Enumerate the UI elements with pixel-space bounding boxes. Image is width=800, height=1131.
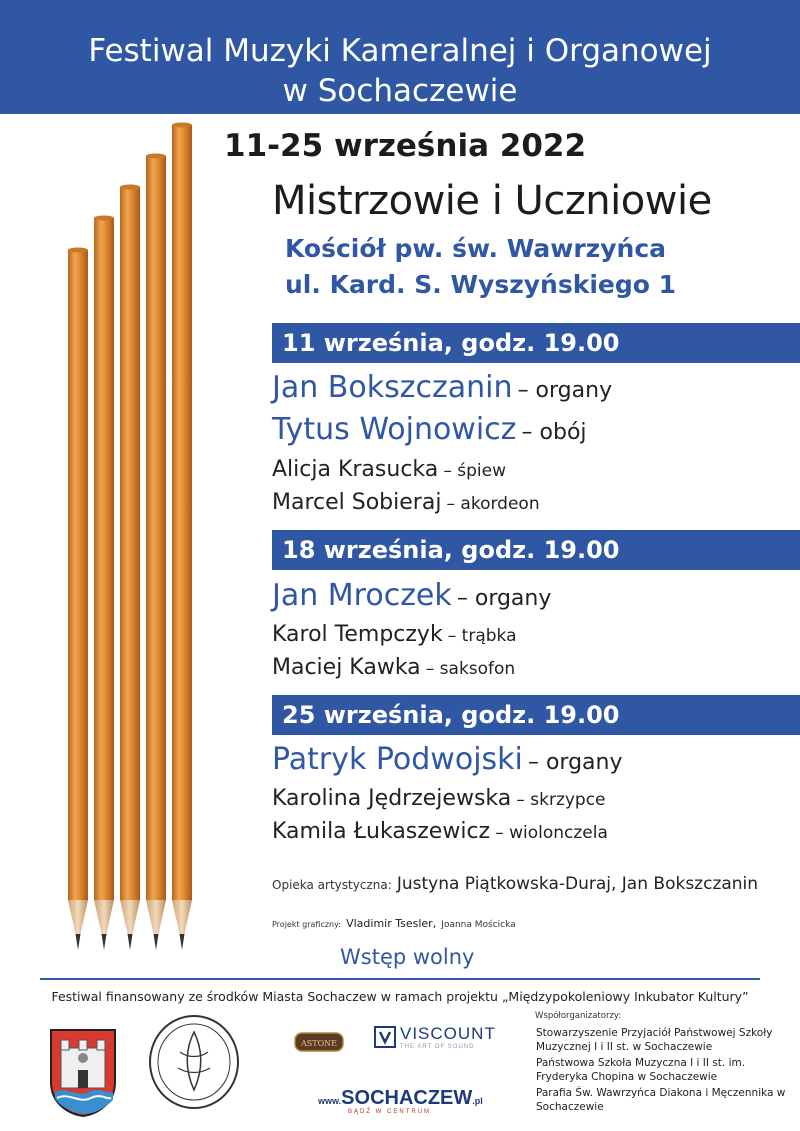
astone-logo-text: ASTONE <box>301 1039 337 1048</box>
performer-role: – obój <box>521 420 587 445</box>
performer-row <box>272 412 587 447</box>
concert-date-bar-2 <box>272 530 800 570</box>
header-band <box>0 0 800 114</box>
performer-role: – organy <box>527 750 623 775</box>
viscount-name: VISCOUNT <box>400 1024 496 1043</box>
coorganizer-item: Państwowa Szkoła Muzyczna I i II st. im. Fryderyka Chopina w Sochaczewie <box>536 1057 746 1083</box>
pencil-5 <box>172 123 192 951</box>
performer-role: – trąbka <box>447 626 517 646</box>
graphic-design-value: Vladimir Tsesler, <box>346 917 437 930</box>
festival-title-line1: Festiwal Muzyki Kameralnej i Organowej <box>88 33 712 69</box>
graphic-design-line <box>272 912 516 931</box>
music-school-seal-logo <box>146 1012 242 1112</box>
concert-date-bar-3 <box>272 695 800 735</box>
performer-row <box>272 457 506 482</box>
performer-row <box>272 655 515 680</box>
performer-name: Maciej Kawka <box>272 655 421 680</box>
performer-name: Jan Bokszczanin <box>272 370 513 405</box>
performer-role: – organy <box>456 586 552 611</box>
performer-role: – śpiew <box>443 461 506 481</box>
viscount-emblem-icon <box>374 1024 396 1050</box>
sochaczew-tagline: BĄDŹ W CENTRUM <box>348 1109 431 1115</box>
concert-date-bar-1 <box>272 323 800 363</box>
performer-row <box>272 819 608 844</box>
coorganizer-item: Parafia Św. Wawrzyńca Diakona i Męczennika w Sochaczewie <box>536 1087 786 1113</box>
performer-role: – akordeon <box>446 494 540 514</box>
performer-name: Kamila Łukaszewicz <box>272 819 491 844</box>
performer-name: Karolina Jędrzejewska <box>272 786 512 811</box>
performer-row <box>272 490 540 515</box>
performer-role: – organy <box>517 378 613 403</box>
artistic-care-value: Justyna Piątkowska-Duraj, Jan Bokszczanin <box>396 874 759 894</box>
concert-date-2: 18 września, godz. 19.00 <box>282 536 620 564</box>
artistic-care-line <box>272 874 758 894</box>
sochaczew-coat-of-arms <box>47 1026 119 1118</box>
performer-name: Patryk Podwojski <box>272 742 523 777</box>
performer-role: – wiolonczela <box>495 823 608 843</box>
artistic-care-label: Opieka artystyczna: <box>272 878 392 892</box>
sochaczew-www: www. <box>318 1096 342 1106</box>
pencil-3 <box>120 185 140 951</box>
festival-motto: Mistrzowie i Uczniowie <box>272 178 712 224</box>
venue-name: Kościół pw. św. Wawrzyńca <box>285 234 667 263</box>
coorganizers-heading: Współorganizatorzy: <box>535 1011 622 1021</box>
performer-name: Marcel Sobieraj <box>272 490 442 515</box>
performer-role: – skrzypce <box>516 790 606 810</box>
graphic-design-label: Projekt graficzny: <box>272 920 341 929</box>
venue-address: ul. Kard. S. Wyszyńskiego 1 <box>285 270 677 299</box>
coorganizer-item: Stowarzyszenie Przyjaciół Państwowej Szkoły Muzycznej I i II st. w Sochaczewie <box>536 1027 773 1053</box>
funding-note: Festiwal finansowany ze środków Miasta Sochaczew w ramach projektu „Międzypokoleniowy Inkubator Kultury” <box>51 989 749 1004</box>
performer-row <box>272 742 623 777</box>
pencil-1 <box>68 248 88 951</box>
viscount-tagline: THE ART OF SOUND <box>400 1044 475 1050</box>
viscount-logo <box>374 1024 496 1055</box>
sochaczew-pl: .pl <box>472 1096 483 1106</box>
astone-logo <box>294 1032 344 1052</box>
performer-row <box>272 622 517 647</box>
performer-name: Alicja Krasucka <box>272 457 439 482</box>
performer-name: Tytus Wojnowicz <box>272 412 517 447</box>
graphic-design-value-2: Joanna Mościcka <box>441 920 516 930</box>
performer-name: Karol Tempczyk <box>272 622 443 647</box>
performer-role: – saksofon <box>425 659 516 679</box>
free-entry: Wstęp wolny <box>340 945 475 969</box>
performer-row <box>272 578 551 613</box>
sochaczew-name: SOCHACZEW <box>341 1087 473 1109</box>
pencils-illustration <box>60 120 200 970</box>
pencil-2 <box>94 216 114 951</box>
performer-name: Jan Mroczek <box>272 578 452 613</box>
concert-date-1: 11 września, godz. 19.00 <box>282 329 620 357</box>
festival-title-line2: w Sochaczewie <box>282 73 518 109</box>
concert-date-3: 25 września, godz. 19.00 <box>282 701 620 729</box>
performer-row <box>272 786 606 811</box>
pencil-4 <box>146 154 166 951</box>
festival-dates: 11-25 września 2022 <box>224 128 587 164</box>
footer-divider <box>40 978 760 980</box>
sochaczew-pl-logo <box>318 1087 483 1115</box>
performer-row <box>272 370 612 405</box>
